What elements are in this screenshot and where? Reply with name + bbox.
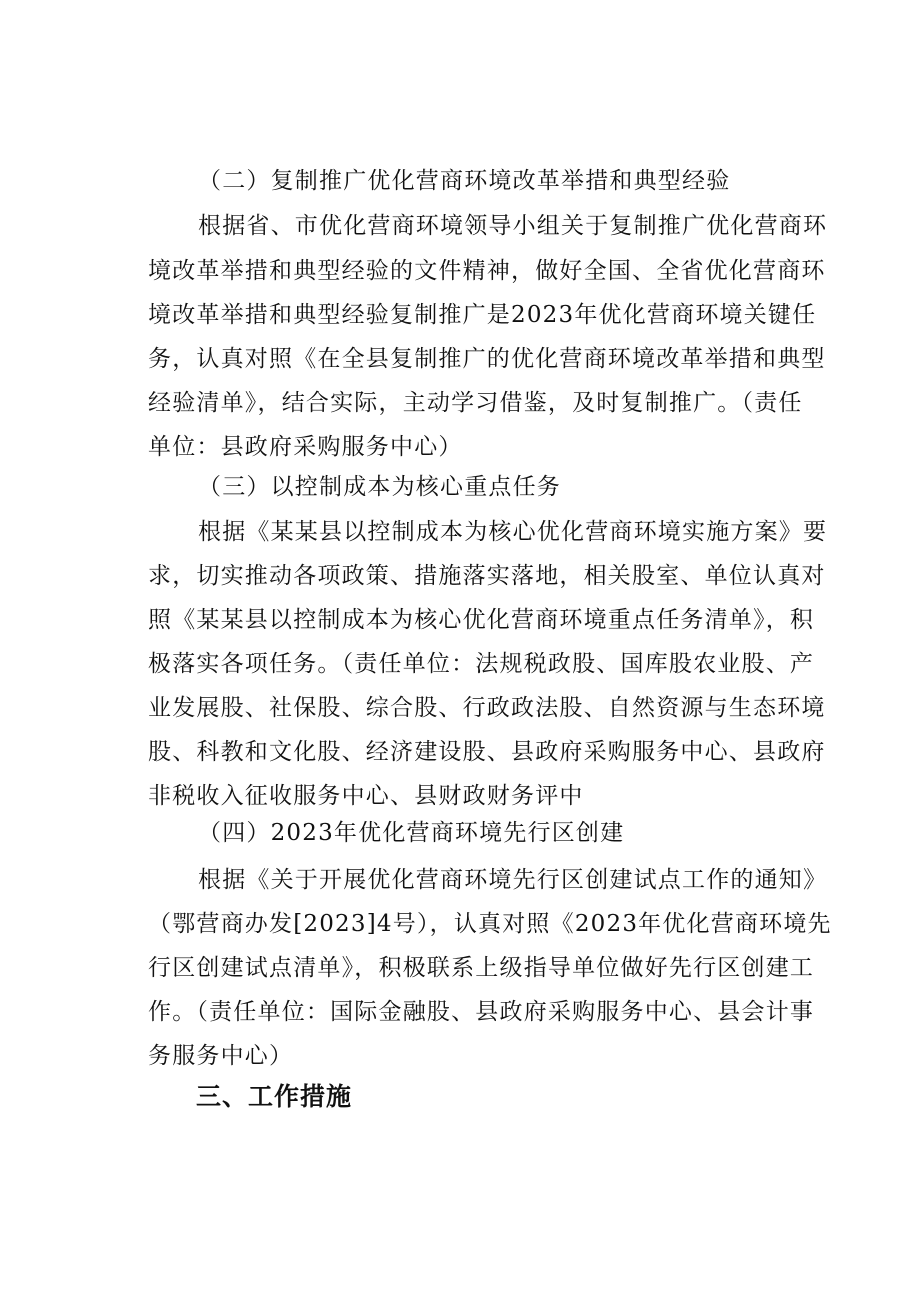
section-2-heading: （二）复制推广优化营商环境改革举措和典型经验 <box>198 168 731 194</box>
section-2-line-3: 境改革举措和典型经验复制推广是2023年优化营商环境关键任 <box>148 302 817 328</box>
main-heading: 三、工作措施 <box>196 1082 353 1111</box>
section-4-heading: （四）2023年优化营商环境先行区创建 <box>198 820 625 846</box>
section-2-line-1: 根据省、市优化营商环境领导小组关于复制推广优化营商环 <box>198 213 828 239</box>
section-3-line-3: 照《某某县以控制成本为核心优化营商环境重点任务清单》，积 <box>148 607 815 633</box>
section-4-line-2: （鄂营商办发[2023]4号），认真对照《2023年优化营商环境先 <box>148 911 832 937</box>
section-3-line-1: 根据《某某县以控制成本为核心优化营商环境实施方案》要 <box>198 519 828 545</box>
section-3-heading: （三）以控制成本为核心重点任务 <box>198 474 561 500</box>
section-2-line-6: 单位：县政府采购服务中心） <box>148 434 463 460</box>
section-4-line-5: 务服务中心） <box>148 1043 294 1069</box>
section-4-line-4: 作。（责任单位：国际金融股、县政府采购服务中心、县会计事 <box>148 999 815 1025</box>
section-3-line-7: 非税收入征收服务中心、县财政财务评中 <box>148 783 584 809</box>
section-3-line-2: 求，切实推动各项政策、措施落实落地，相关股室、单位认真对 <box>148 563 826 589</box>
section-3-line-5: 业发展股、社保股、综合股、行政政法股、自然资源与生态环境 <box>148 695 826 721</box>
section-2-line-5: 经验清单》，结合实际，主动学习借鉴，及时复制推广。（责任 <box>148 390 803 416</box>
section-2-line-2: 境改革举措和典型经验的文件精神，做好全国、全省优化营商环 <box>148 258 826 284</box>
section-4-line-3: 行区创建试点清单》，积极联系上级指导单位做好先行区创建工 <box>148 955 815 981</box>
section-2-line-4: 务，认真对照《在全县复制推广的优化营商环境改革举措和典型 <box>148 346 826 372</box>
section-4-line-1: 根据《关于开展优化营商环境先行区创建试点工作的通知》 <box>198 867 828 893</box>
section-3-line-6: 股、科教和文化股、经济建设股、县政府采购服务中心、县政府 <box>148 739 826 765</box>
section-3-line-4: 极落实各项任务。（责任单位：法规税政股、国库股农业股、产 <box>148 651 815 677</box>
